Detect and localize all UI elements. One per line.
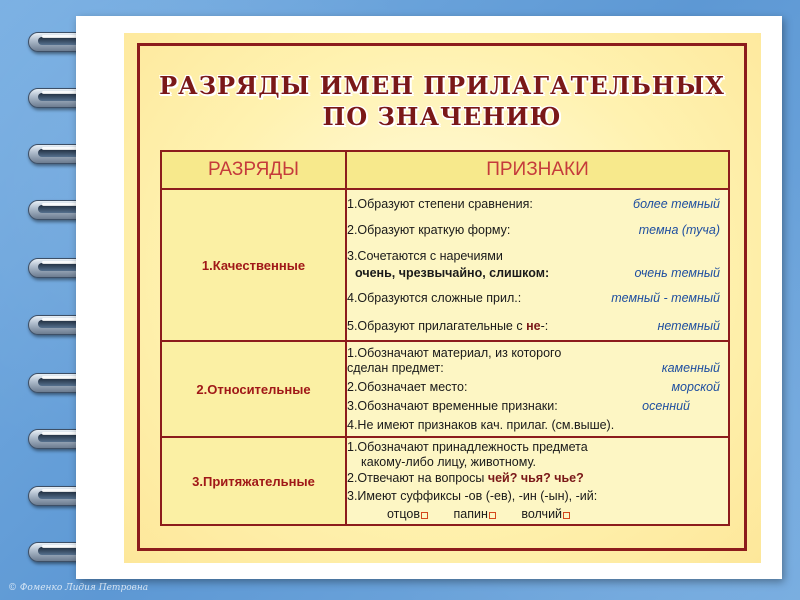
sign-line <box>347 361 728 376</box>
sign-line <box>347 507 728 522</box>
sign-line <box>347 440 728 455</box>
sign-text: 2.Отвечают на вопросы <box>347 471 488 485</box>
sign-line <box>347 455 728 470</box>
example-text: очень темный <box>634 265 720 280</box>
sign-line <box>347 418 728 433</box>
sign-line <box>347 197 728 212</box>
title-line-2: ПО ЗНАЧЕНИЮ <box>322 102 562 131</box>
sign-text: 2.Обозначает место: <box>347 379 468 394</box>
slide-title <box>140 70 744 132</box>
example-text: каменный <box>661 360 720 375</box>
sign-text: 3.Сочетаются с наречиями <box>347 248 503 263</box>
header-signs: ПРИЗНАКИ <box>346 151 729 189</box>
sign-text: 1.Образуют степени сравнения: <box>347 196 533 211</box>
sign-text: 3.Имеют суффиксы -ов (-ев), -ин (-ын), -ий: <box>347 489 598 503</box>
category-possessive: 3.Притяжательные <box>161 437 346 525</box>
sign-line <box>347 291 728 306</box>
sign-line <box>347 249 728 264</box>
category-relative: 2.Относительные <box>161 341 346 437</box>
signs-qualitative <box>346 189 729 341</box>
example-text: более темный <box>633 196 720 211</box>
questions-text: чей? чья? чье? <box>487 471 584 485</box>
sign-text: 4.Образуются сложные прил.: <box>347 290 522 305</box>
sign-text: 1.Обозначают принадлежность предмета <box>347 440 588 454</box>
table-row-qualitative <box>161 189 729 341</box>
sign-line <box>347 346 728 361</box>
sign-text: 1.Обозначают материал, из которого <box>347 345 562 360</box>
sign-text: 5.Образуют прилагательные с <box>347 318 527 333</box>
sign-line <box>347 489 728 504</box>
sign-line <box>347 380 728 395</box>
sign-text: -: <box>540 318 549 333</box>
sign-text: 3.Обозначают временные признаки: <box>347 398 558 413</box>
prefix-ne: не <box>526 318 541 333</box>
example-word: папин <box>453 507 488 521</box>
table-row-relative <box>161 341 729 437</box>
sign-line <box>347 399 728 414</box>
ending-box-icon <box>563 512 570 519</box>
signs-possessive <box>346 437 729 525</box>
example-word: отцов <box>387 507 421 521</box>
ending-box-icon <box>489 512 496 519</box>
sign-line <box>347 223 728 238</box>
example-text: темна (туча) <box>638 222 720 237</box>
table-header-row <box>161 151 729 189</box>
sign-line <box>347 266 728 281</box>
example-text: нетемный <box>657 318 720 333</box>
example-text: морской <box>671 379 720 394</box>
sign-text: какому-либо лицу, животному. <box>361 455 536 469</box>
sign-text: 4.Не имеют признаков кач. прилаг. (см.выше). <box>347 417 615 432</box>
signs-relative <box>346 341 729 437</box>
header-categories: РАЗРЯДЫ <box>161 151 346 189</box>
sign-line <box>347 471 728 486</box>
sign-line <box>347 319 728 334</box>
title-line-1: РАЗРЯДЫ ИМЕН ПРИЛАГАТЕЛЬНЫХ <box>159 71 725 100</box>
ending-box-icon <box>421 512 428 519</box>
adverbs-text: очень, чрезвычайно, слишком: <box>355 265 550 280</box>
example-word: волчий <box>521 507 563 521</box>
category-qualitative: 1.Качественные <box>161 189 346 341</box>
table-row-possessive <box>161 437 729 525</box>
adjective-categories-table <box>160 150 730 526</box>
author-watermark: © Фоменко Лидия Петровна <box>8 583 149 593</box>
example-text: темный - темный <box>611 290 720 305</box>
example-text: осенний <box>642 398 690 413</box>
sign-text: 2.Образуют краткую форму: <box>347 222 511 237</box>
sign-text: сделан предмет: <box>347 360 444 375</box>
